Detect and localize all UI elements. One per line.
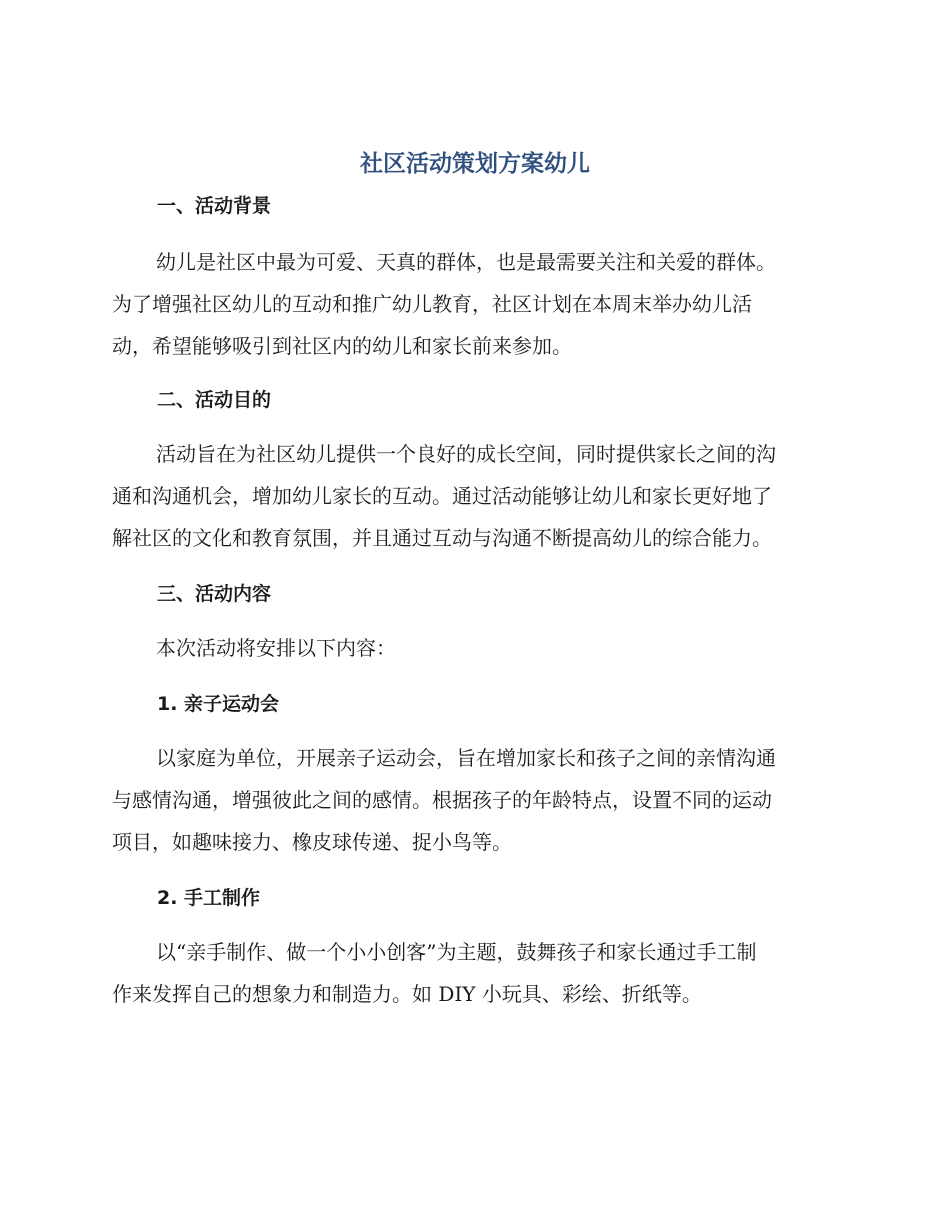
paragraph-line: 为了增强社区幼儿的互动和推广幼儿教育，社区计划在本周末举办幼儿活 (112, 292, 752, 316)
paragraph-line: 作来发挥自己的想象力和制造力。如 DIY 小玩具、彩绘、折纸等。 (112, 982, 702, 1006)
paragraph-line: 以家庭为单位，开展亲子运动会，旨在增加家长和孩子之间的亲情沟通 (156, 746, 776, 770)
paragraph-line: 通和沟通机会，增加幼儿家长的互动。通过活动能够让幼儿和家长更好地了 (112, 484, 772, 508)
paragraph-line: 活动旨在为社区幼儿提供一个良好的成长空间，同时提供家长之间的沟 (156, 442, 776, 466)
subsection-heading-sports: 1. 亲子运动会 (157, 693, 280, 715)
subsection-paragraph-crafts (112, 931, 832, 1015)
section-heading-purpose: 二、活动目的 (157, 389, 272, 411)
paragraph-line: 项目，如趣味接力、橡皮球传递、捉小鸟等。 (112, 830, 512, 854)
section-paragraph-content (112, 627, 832, 669)
section-paragraph-purpose (112, 433, 832, 559)
paragraph-line: 与感情沟通，增强彼此之间的感情。根据孩子的年龄特点，设置不同的运动 (112, 788, 772, 812)
paragraph-line: 解社区的文化和教育氛围，并且通过互动与沟通不断提高幼儿的综合能力。 (112, 526, 772, 550)
paragraph-line: 本次活动将安排以下内容： (156, 636, 396, 660)
paragraph-line: 以“亲手制作、做一个小小创客”为主题，鼓舞孩子和家长通过手工制 (156, 940, 757, 964)
paragraph-line: 动，希望能够吸引到社区内的幼儿和家长前来参加。 (112, 334, 572, 358)
section-paragraph-background (112, 241, 832, 367)
paragraph-line: 幼儿是社区中最为可爱、天真的群体，也是最需要关注和关爱的群体。 (156, 250, 776, 274)
section-heading-content: 三、活动内容 (157, 583, 272, 605)
section-heading-background: 一、活动背景 (157, 195, 272, 217)
subsection-heading-crafts: 2. 手工制作 (157, 887, 261, 909)
subsection-paragraph-sports (112, 737, 832, 863)
document-title: 社区活动策划方案幼儿 (360, 151, 590, 177)
